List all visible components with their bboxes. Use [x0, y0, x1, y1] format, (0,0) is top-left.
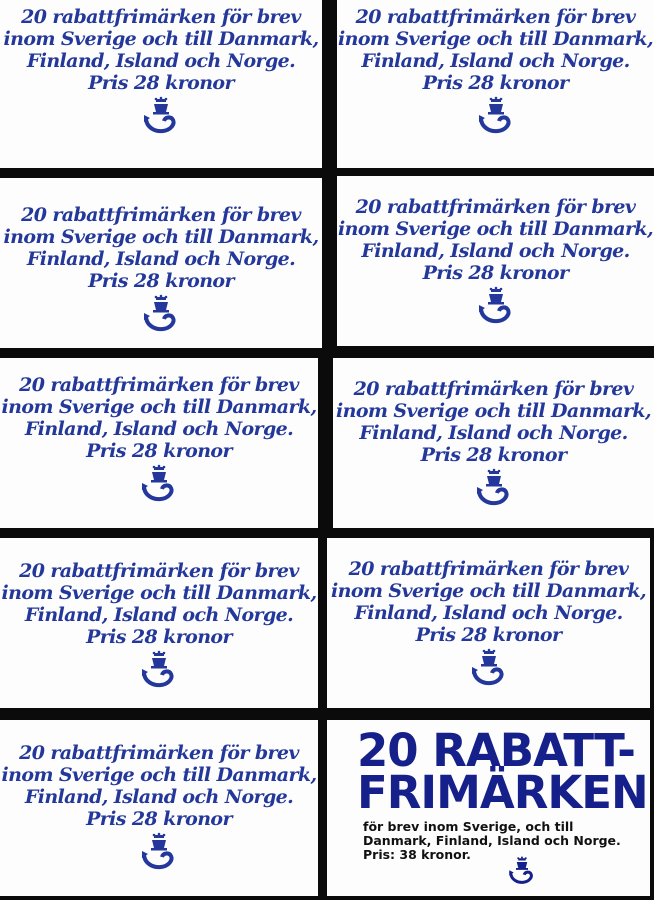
cover-line-2: inom Sverige och till Danmark, [3, 226, 319, 248]
cover-line-2: inom Sverige och till Danmark, [330, 580, 646, 602]
cover-price-line: Pris 28 kronor [88, 270, 234, 292]
cover-line-3: Finland, Island och Norge. [359, 422, 628, 444]
cover-line-3: Finland, Island och Norge. [24, 604, 294, 626]
booklet-cover-6 [333, 358, 654, 528]
cover-line-3: Finland, Island och Norge. [361, 50, 630, 72]
posthorn-crown-icon [476, 286, 516, 326]
posthorn-crown-icon [141, 294, 181, 334]
cover-line-2: inom Sverige och till Danmark, [337, 218, 653, 240]
posthorn-crown-icon [141, 96, 181, 136]
booklet-cover-1 [0, 0, 322, 168]
cover-line-3: Finland, Island och Norge. [354, 602, 623, 624]
cover-price-line: Pris 28 kronor [86, 440, 232, 462]
cover-price-line: Pris 28 kronor [88, 72, 234, 94]
cover-line-2: inom Sverige och till Danmark, [1, 764, 317, 786]
cover-line-1: 20 rabattfrimärken för brev [353, 378, 634, 400]
booklet-cover-8 [327, 538, 650, 708]
cover-line-1: 20 rabattfrimärken för brev [348, 558, 629, 580]
cover-line-1: 20 rabattfrimärken för brev [19, 560, 299, 582]
cover-line-3: Finland, Island och Norge. [26, 50, 296, 72]
cover-line-2: inom Sverige och till Danmark, [335, 400, 651, 422]
cover-price-line: Pris 28 kronor [86, 626, 232, 648]
cover-line-1: 20 rabattfrimärken för brev [19, 742, 299, 764]
posthorn-crown-icon [474, 468, 514, 508]
booklet-cover-4 [337, 176, 654, 346]
posthorn-crown-icon [476, 96, 516, 136]
posthorn-crown-icon [139, 650, 179, 690]
posthorn-crown-icon [469, 648, 509, 688]
booklet-cover-9 [0, 720, 318, 896]
cover-line-1: 20 rabattfrimärken för brev [19, 374, 299, 396]
special-heading-line-2: FRIMÄRKEN [357, 766, 648, 819]
cover-line-1: 20 rabattfrimärken för brev [21, 6, 301, 28]
cover-line-1: 20 rabattfrimärken för brev [355, 196, 636, 218]
cover-line-3: Finland, Island och Norge. [26, 248, 296, 270]
special-heading-line-1: 20 RABATT- [357, 724, 635, 777]
cover-line-2: inom Sverige och till Danmark, [337, 28, 653, 50]
cover-line-2: inom Sverige och till Danmark, [1, 396, 317, 418]
cover-line-1: 20 rabattfrimärken för brev [21, 204, 301, 226]
booklet-cover-2 [337, 0, 654, 168]
special-text-line-2: Danmark, Finland, Island och Norge. [363, 833, 621, 848]
booklet-cover-special [327, 720, 650, 896]
cover-line-1: 20 rabattfrimärken för brev [355, 6, 636, 28]
booklet-cover-5 [0, 358, 318, 528]
posthorn-crown-icon [139, 832, 179, 872]
special-text-line-1: för brev inom Sverige, och till [363, 819, 574, 834]
cover-price-line: Pris 28 kronor [86, 808, 232, 830]
cover-price-line: Pris 28 kronor [422, 72, 569, 94]
cover-line-3: Finland, Island och Norge. [24, 418, 294, 440]
special-price-line: Pris: 38 kronor. [363, 847, 471, 862]
cover-price-line: Pris 28 kronor [422, 262, 569, 284]
cover-price-line: Pris 28 kronor [415, 624, 562, 646]
cover-line-3: Finland, Island och Norge. [24, 786, 294, 808]
cover-line-2: inom Sverige och till Danmark, [3, 28, 319, 50]
posthorn-crown-icon [507, 856, 537, 886]
cover-line-2: inom Sverige och till Danmark, [1, 582, 317, 604]
booklet-cover-3 [0, 178, 322, 348]
cover-line-3: Finland, Island och Norge. [361, 240, 630, 262]
posthorn-crown-icon [139, 464, 179, 504]
booklet-cover-7 [0, 538, 318, 708]
cover-price-line: Pris 28 kronor [420, 444, 567, 466]
